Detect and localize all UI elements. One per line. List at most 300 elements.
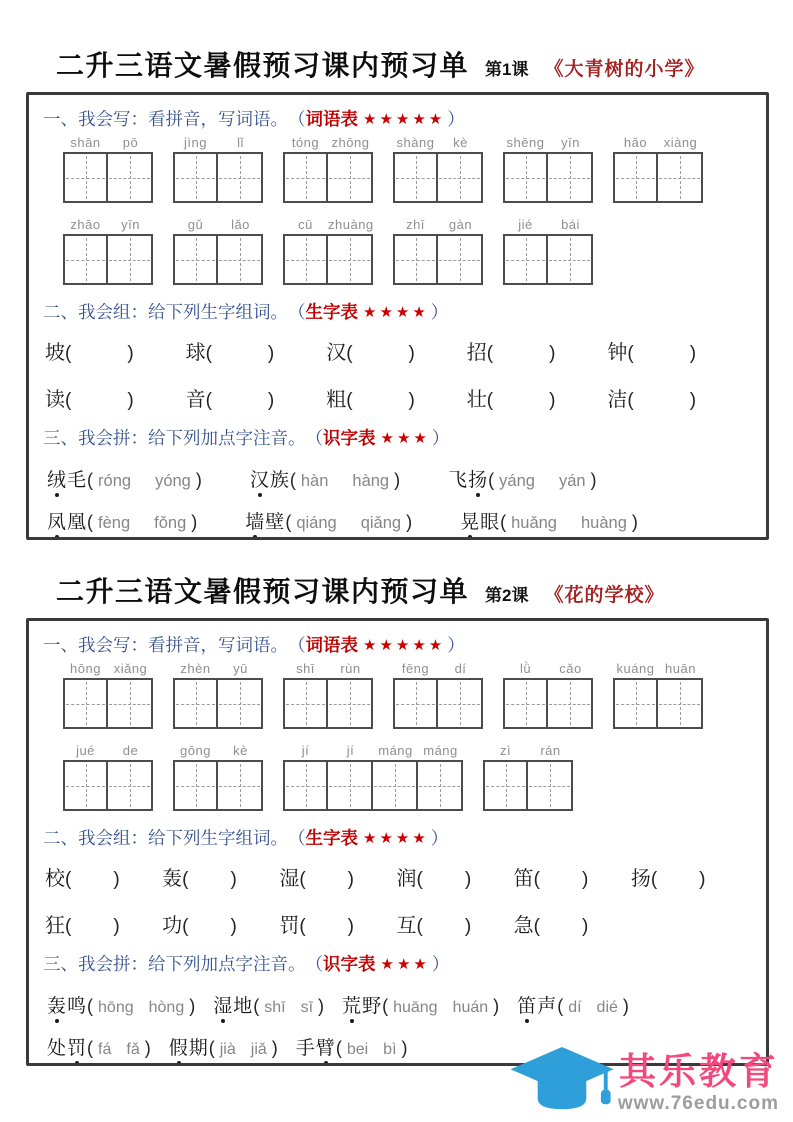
answer-blank[interactable] <box>634 351 690 359</box>
given-character: 读 <box>45 389 65 411</box>
pinyin-syllable: zì <box>499 743 512 758</box>
writing-grid <box>393 234 483 285</box>
word-building-item <box>467 336 608 365</box>
paren-open: ( <box>299 869 306 890</box>
writing-cell[interactable] <box>63 234 108 285</box>
annotate-item <box>250 465 400 492</box>
paren-close: ) <box>464 869 472 890</box>
paren-close: ) <box>689 343 697 364</box>
writing-cell[interactable] <box>503 152 548 203</box>
writing-cell[interactable] <box>63 152 108 203</box>
pinyin-option[interactable]: bei <box>346 1041 369 1058</box>
paren-close: ) <box>230 916 237 937</box>
pinyin-option[interactable]: róng <box>98 472 132 490</box>
pinyin-syllable: máng <box>423 743 458 758</box>
writing-cell[interactable] <box>438 678 483 729</box>
word-character: 野 <box>362 996 383 1017</box>
pinyin-option[interactable]: fá <box>98 1041 112 1058</box>
worksheet-2 <box>0 570 793 1066</box>
paren-close: ) <box>394 470 401 490</box>
paren-open: ( <box>650 869 658 890</box>
paren-open: ( <box>65 390 72 411</box>
paren-close: ) <box>590 470 597 490</box>
pinyin-writing-rows <box>41 661 754 811</box>
paren-open: （ <box>288 302 306 322</box>
writing-cell[interactable] <box>528 760 573 811</box>
worksheet-1 <box>0 44 793 540</box>
word-building-item <box>162 909 279 938</box>
writing-cell[interactable] <box>108 152 153 203</box>
lesson-title: 《花的学校》 <box>544 585 665 606</box>
dotted-character: 绒 <box>47 465 67 492</box>
writing-cell[interactable] <box>173 152 218 203</box>
word-building-rows <box>41 328 754 418</box>
writing-grid <box>503 678 593 729</box>
annotate-item <box>47 991 195 1018</box>
writing-cell[interactable] <box>438 152 483 203</box>
pinyin-options <box>296 472 394 491</box>
pinyin-option[interactable]: shī <box>264 999 286 1016</box>
paren-close: ) <box>189 996 196 1016</box>
answer-blank[interactable] <box>634 398 690 406</box>
writing-grid <box>283 678 373 729</box>
writing-cell[interactable] <box>63 678 108 729</box>
word-table-tag: 词语表 <box>305 635 358 655</box>
star-rating: ★★★★★ <box>363 111 446 128</box>
star-rating: ★★★★ <box>363 304 429 321</box>
section-heading-text: 二、我会组：给下列生字组词。 <box>43 828 288 848</box>
dotted-character: 汉 <box>250 465 270 492</box>
writing-cell[interactable] <box>548 678 593 729</box>
pinyin-option[interactable]: hàng <box>352 472 390 490</box>
given-character: 音 <box>185 389 206 411</box>
writing-cell[interactable] <box>548 152 593 203</box>
paren-open: （ <box>288 828 306 848</box>
pinyin-syllable: kuáng <box>616 661 655 676</box>
pinyin-syllable: hōng <box>70 661 101 676</box>
word-building-rows <box>41 854 754 944</box>
paren-close: ) <box>191 512 198 532</box>
writing-grid <box>173 678 263 729</box>
writing-cell[interactable] <box>548 234 593 285</box>
writing-grid <box>63 152 153 203</box>
writing-grid <box>63 760 153 811</box>
answer-blank[interactable] <box>353 351 409 359</box>
writing-grid <box>283 234 373 285</box>
writing-cell[interactable] <box>108 234 153 285</box>
writing-cell[interactable] <box>328 152 373 203</box>
writing-cell[interactable] <box>328 760 373 811</box>
answer-blank[interactable] <box>423 877 465 885</box>
writing-grid <box>173 152 263 203</box>
writing-cell[interactable] <box>438 234 483 285</box>
word-building-item <box>396 909 513 938</box>
pinyin-syllable: zhī <box>406 217 425 232</box>
pinyin-syllable: jí <box>346 743 355 758</box>
writing-grid <box>283 760 463 811</box>
answer-blank[interactable] <box>306 924 348 932</box>
given-character: 急 <box>513 915 534 937</box>
annotated-word <box>169 1038 209 1059</box>
writing-cell[interactable] <box>283 760 328 811</box>
answer-blank[interactable] <box>657 877 699 885</box>
annotated-word <box>47 512 87 533</box>
pinyin-option[interactable]: yán <box>558 472 586 490</box>
annotate-row <box>47 991 754 1018</box>
pinyin-word-group <box>283 217 373 285</box>
paren-open: ( <box>87 1038 94 1058</box>
pinyin-syllable: fēng <box>401 661 430 676</box>
pinyin-option[interactable]: fǎ <box>126 1041 140 1058</box>
pinyin-labels <box>173 217 263 232</box>
section-group-heading <box>43 825 754 850</box>
writing-cell[interactable] <box>108 678 153 729</box>
pinyin-option[interactable]: huǎng <box>511 514 557 532</box>
paren-open: ( <box>627 390 634 411</box>
paren-open: ( <box>533 916 540 937</box>
paren-open: ( <box>182 869 189 890</box>
pinyin-labels <box>613 135 703 150</box>
paren-close: ) <box>113 869 120 890</box>
pinyin-syllable: yīn <box>121 217 140 232</box>
dotted-character: 轰 <box>47 991 67 1018</box>
worksheet-1-title <box>0 44 793 84</box>
pinyin-labels <box>63 661 153 676</box>
word-building-item <box>631 862 748 891</box>
pinyin-option[interactable]: fǒng <box>154 514 187 532</box>
paren-open: ( <box>65 343 72 364</box>
pinyin-option[interactable]: hōng <box>98 999 134 1016</box>
pinyin-syllable: xiǎng <box>113 661 148 676</box>
pinyin-row <box>63 661 754 729</box>
paren-open: ( <box>87 512 94 532</box>
pinyin-syllable: xiàng <box>663 135 698 150</box>
paren-close: ) <box>347 916 354 937</box>
pinyin-word-group <box>283 661 373 729</box>
word-building-item <box>162 862 279 891</box>
paren-open: （ <box>288 109 306 129</box>
writing-cell[interactable] <box>393 152 438 203</box>
annotate-row <box>47 465 754 492</box>
writing-cell[interactable] <box>658 678 703 729</box>
paren-open: ( <box>65 916 72 937</box>
pinyin-word-group <box>613 135 703 203</box>
paren-open: （ <box>305 954 323 974</box>
answer-blank[interactable] <box>212 398 268 406</box>
answer-blank[interactable] <box>71 398 127 406</box>
paren-open: ( <box>346 343 353 364</box>
word-building-item <box>326 383 467 412</box>
given-character: 湿 <box>279 868 300 890</box>
pinyin-syllable: shī <box>296 661 315 676</box>
pinyin-labels <box>173 661 263 676</box>
writing-cell[interactable] <box>418 760 463 811</box>
dotted-character: 假 <box>169 1033 189 1060</box>
annotate-item <box>47 1033 151 1060</box>
pinyin-option[interactable]: hàn <box>300 472 329 490</box>
worksheet-2-body <box>26 618 769 1066</box>
pinyin-options <box>388 999 493 1017</box>
answer-blank[interactable] <box>493 351 549 359</box>
paren-close: ) <box>230 869 237 890</box>
pinyin-option[interactable]: fèng <box>98 514 131 532</box>
writing-cell[interactable] <box>328 234 373 285</box>
section-heading-text: 一、我会写：看拼音，写词语。 <box>43 109 288 129</box>
writing-cell[interactable] <box>503 234 548 285</box>
pinyin-labels <box>503 135 593 150</box>
pinyin-syllable: zhāo <box>70 217 101 232</box>
pinyin-option[interactable]: qiǎng <box>360 514 402 532</box>
pinyin-word-group <box>173 135 263 203</box>
annotate-item <box>460 507 638 534</box>
writing-cell[interactable] <box>283 678 328 729</box>
pinyin-labels <box>393 661 483 676</box>
annotate-item <box>245 507 412 534</box>
pinyin-word-group <box>283 743 463 811</box>
worksheet-2-title <box>0 570 793 610</box>
pinyin-options <box>93 514 191 533</box>
writing-cell[interactable] <box>63 760 108 811</box>
pinyin-options <box>291 514 406 533</box>
site-logo[interactable] <box>508 1045 779 1120</box>
writing-grid <box>283 152 373 203</box>
word-character: 鸣 <box>67 996 88 1017</box>
writing-cell[interactable] <box>218 760 263 811</box>
dotted-character: 笛 <box>517 991 537 1018</box>
paren-close: ) <box>127 390 134 411</box>
annotated-word <box>47 470 87 491</box>
answer-blank[interactable] <box>71 877 113 885</box>
pinyin-labels <box>613 661 703 676</box>
writing-grid <box>503 234 593 285</box>
given-character: 互 <box>396 915 417 937</box>
pinyin-option[interactable]: yáng <box>499 472 535 490</box>
paren-close: ) <box>493 996 500 1016</box>
paren-open: ( <box>627 343 634 364</box>
pinyin-syllable: kè <box>453 135 468 150</box>
paren-close: ) <box>631 512 638 532</box>
annotated-word <box>460 512 500 533</box>
word-building-item <box>186 383 327 412</box>
pinyin-labels <box>283 661 373 676</box>
pinyin-word-group <box>63 743 153 811</box>
pinyin-syllable: kè <box>233 743 248 758</box>
paren-close: ) <box>127 343 134 364</box>
paren-close: ) <box>271 1038 278 1058</box>
writing-cell[interactable] <box>108 760 153 811</box>
word-character: 眼 <box>480 512 501 533</box>
pinyin-option[interactable]: sī <box>300 999 314 1016</box>
paren-open: ( <box>486 343 494 364</box>
paren-close: ） <box>431 428 450 448</box>
paren-close: ） <box>431 954 450 974</box>
pinyin-syllable: lǎo <box>231 217 250 232</box>
star-rating: ★★★★★ <box>363 637 446 654</box>
logo-website-url: www.76edu.com <box>617 1093 779 1115</box>
pinyin-row <box>63 743 754 811</box>
pinyin-word-group <box>393 135 483 203</box>
word-building-item <box>279 862 396 891</box>
dotted-character: 扬 <box>468 465 488 492</box>
pinyin-option[interactable]: bì <box>383 1041 397 1058</box>
pinyin-word-group <box>503 135 593 203</box>
paren-close: ) <box>347 869 354 890</box>
paren-close: ） <box>447 635 465 655</box>
answer-blank[interactable] <box>493 398 549 406</box>
answer-blank[interactable] <box>423 924 465 932</box>
paren-open: ( <box>488 470 495 490</box>
writing-cell[interactable] <box>173 234 218 285</box>
pinyin-option[interactable]: dí <box>568 999 582 1016</box>
pinyin-word-group <box>283 135 373 203</box>
logo-brand-name: 其乐教育 <box>619 1050 779 1092</box>
pinyin-labels <box>503 661 593 676</box>
paren-open: ( <box>500 512 507 532</box>
pinyin-option[interactable]: yóng <box>155 472 191 490</box>
pinyin-option[interactable]: hòng <box>148 999 185 1016</box>
pinyin-option[interactable]: dié <box>596 999 618 1016</box>
paren-close: ) <box>408 390 415 411</box>
paren-open: ( <box>289 470 296 490</box>
paren-close: ) <box>406 512 413 532</box>
pinyin-syllable: jìng <box>184 135 207 150</box>
paren-open: （ <box>288 635 306 655</box>
given-character: 功 <box>162 915 183 937</box>
pinyin-word-group <box>173 661 263 729</box>
paren-close: ) <box>622 996 629 1016</box>
paren-close: ) <box>267 343 275 364</box>
pinyin-syllable: jué <box>76 743 95 758</box>
paren-open: （ <box>305 428 323 448</box>
pinyin-syllable: jí <box>301 743 310 758</box>
answer-blank[interactable] <box>71 351 127 359</box>
answer-blank[interactable] <box>306 877 348 885</box>
writing-cell[interactable] <box>393 678 438 729</box>
paren-close: ) <box>267 390 275 411</box>
pinyin-option[interactable]: qiáng <box>296 514 337 532</box>
writing-cell[interactable] <box>393 234 438 285</box>
answer-blank[interactable] <box>540 877 582 885</box>
writing-cell[interactable] <box>658 152 703 203</box>
paren-open: ( <box>416 869 423 890</box>
pinyin-syllable: jié <box>518 217 533 232</box>
pinyin-syllable: shēng <box>506 135 545 150</box>
annotated-word <box>448 470 488 491</box>
answer-blank[interactable] <box>540 924 582 932</box>
section-write-heading <box>43 106 754 131</box>
word-character: 处 <box>47 1038 68 1059</box>
section-write-heading <box>43 632 754 657</box>
answer-blank[interactable] <box>71 924 113 932</box>
section-heading-text: 三、我会拼：给下列加点字注音。 <box>43 954 306 974</box>
pinyin-option[interactable]: jià <box>219 1041 236 1058</box>
pinyin-options <box>506 514 632 533</box>
pinyin-syllable: shàng <box>396 135 435 150</box>
paren-close: ） <box>430 302 449 322</box>
paren-close: ) <box>144 1038 151 1058</box>
pinyin-labels <box>393 217 483 232</box>
word-building-item <box>396 862 513 891</box>
paren-open: ( <box>87 470 94 490</box>
writing-cell[interactable] <box>173 760 218 811</box>
writing-grid <box>613 152 703 203</box>
pinyin-option[interactable]: jiǎ <box>250 1041 267 1058</box>
writing-grid <box>613 678 703 729</box>
annotated-word <box>245 512 285 533</box>
pinyin-option[interactable]: huāng <box>393 999 438 1016</box>
writing-cell[interactable] <box>503 678 548 729</box>
given-character: 轰 <box>162 868 183 890</box>
pinyin-options <box>342 1041 402 1059</box>
page-title: 二升三语文暑假预习课内预习单 <box>56 50 470 81</box>
annotate-item <box>169 1033 278 1060</box>
word-character: 地 <box>233 996 254 1017</box>
word-character: 毛 <box>67 470 88 491</box>
pinyin-syllable: huān <box>665 661 696 676</box>
writing-cell[interactable] <box>613 678 658 729</box>
given-character: 壮 <box>466 389 487 411</box>
writing-cell[interactable] <box>218 152 263 203</box>
pinyin-labels <box>283 743 463 758</box>
answer-blank[interactable] <box>353 398 409 406</box>
word-table-tag: 词语表 <box>305 109 358 129</box>
writing-cell[interactable] <box>483 760 528 811</box>
writing-cell[interactable] <box>283 234 328 285</box>
pinyin-options <box>93 999 189 1017</box>
given-character: 球 <box>185 342 206 364</box>
worksheet-1-body <box>26 92 769 540</box>
pinyin-option[interactable]: huán <box>452 999 489 1016</box>
paren-close: ) <box>549 343 556 364</box>
word-character: 期 <box>188 1038 209 1059</box>
answer-blank[interactable] <box>188 877 230 885</box>
annotate-item <box>448 465 596 492</box>
annotated-word <box>250 470 290 491</box>
pinyin-labels <box>63 743 153 758</box>
section-annotate-heading <box>43 425 754 450</box>
pinyin-syllable: rùn <box>340 661 361 676</box>
word-building-item <box>279 909 396 938</box>
lesson-number: 第1课 <box>485 60 529 79</box>
pinyin-option[interactable]: huàng <box>580 514 627 532</box>
writing-cell[interactable] <box>173 678 218 729</box>
given-character: 粗 <box>326 389 347 411</box>
answer-blank[interactable] <box>212 351 268 359</box>
word-character: 飞 <box>448 470 469 491</box>
pinyin-labels <box>503 217 593 232</box>
writing-cell[interactable] <box>218 678 263 729</box>
paren-close: ) <box>464 916 472 937</box>
answer-blank[interactable] <box>188 924 230 932</box>
writing-cell[interactable] <box>218 234 263 285</box>
pinyin-syllable: yū <box>233 661 248 676</box>
given-character: 笛 <box>513 868 534 890</box>
pinyin-row <box>63 135 754 203</box>
writing-cell[interactable] <box>283 152 328 203</box>
writing-cell[interactable] <box>328 678 373 729</box>
pinyin-word-group <box>613 661 703 729</box>
annotated-word <box>296 1038 336 1059</box>
writing-cell[interactable] <box>613 152 658 203</box>
dotted-character: 臂 <box>316 1033 336 1060</box>
paren-close: ） <box>447 109 465 129</box>
word-building-item <box>607 336 748 365</box>
pinyin-word-group <box>483 743 573 811</box>
annotate-item <box>342 991 499 1018</box>
word-building-item <box>186 336 327 365</box>
pinyin-syllable: gàn <box>448 217 473 232</box>
writing-cell[interactable] <box>373 760 418 811</box>
